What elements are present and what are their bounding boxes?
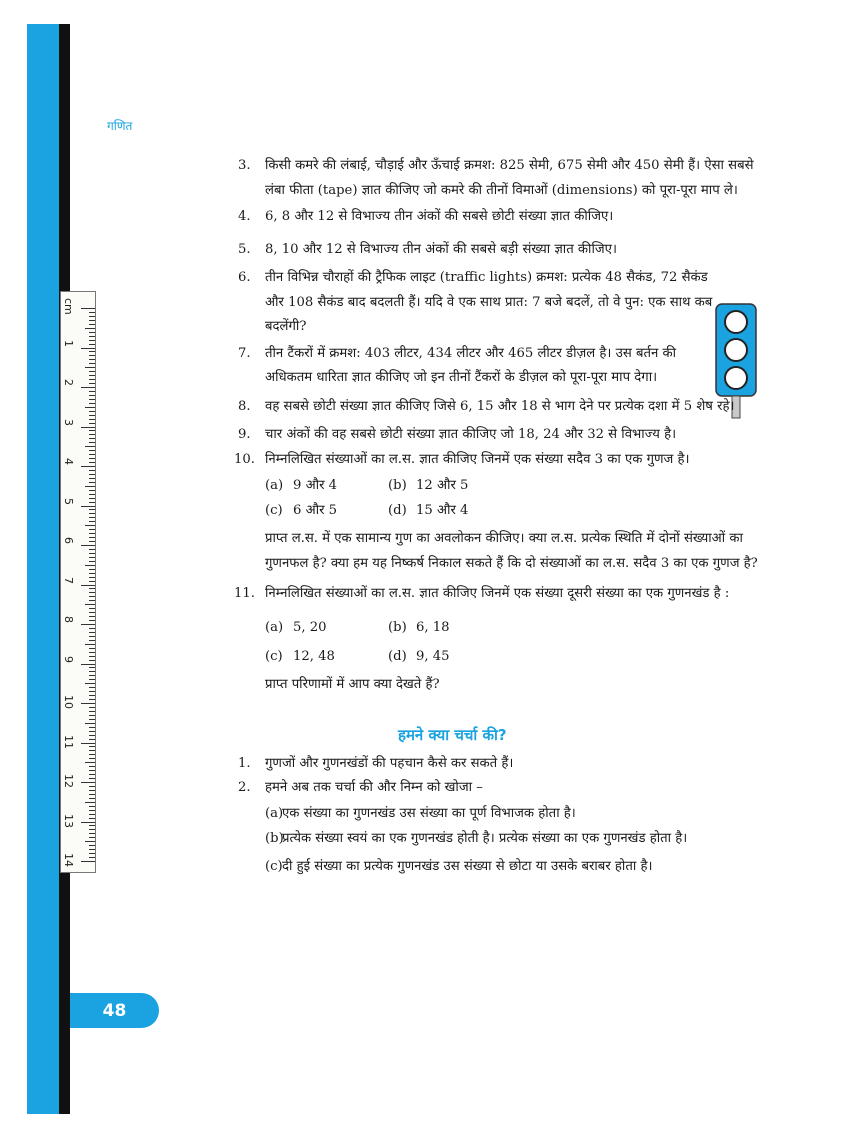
ruler-tick (89, 652, 95, 653)
ruler-tick (89, 533, 95, 534)
ruler-tick (85, 446, 95, 447)
ruler-tick (89, 592, 95, 593)
ruler-tick (89, 612, 95, 613)
subitem-text: प्रत्येक संख्या स्वयं का एक गुणनखंड होती है। प्रत्येक संख्या का एक गुणनखंड होता है। (282, 831, 688, 846)
ruler-tick (89, 667, 95, 668)
option-value: 15 और 4 (416, 502, 469, 518)
ruler-tick (89, 355, 95, 356)
ruler-tick (89, 569, 95, 570)
ruler-tick (89, 438, 95, 439)
ruler-tick (89, 344, 95, 345)
option-label: (c) (265, 502, 283, 518)
ruler-tick (89, 490, 95, 491)
ruler-tick (89, 837, 95, 838)
item-number: 2. (238, 780, 251, 795)
ruler-tick (89, 419, 95, 420)
ruler-tick (81, 782, 95, 783)
ruler-tick (81, 348, 95, 349)
ruler-tick (89, 340, 95, 341)
ruler-tick (89, 442, 95, 443)
ruler-tick (89, 502, 95, 503)
ruler-tick (89, 727, 95, 728)
ruler-tick (89, 707, 95, 708)
question-6 (238, 266, 725, 340)
question-text: वह सबसे छोटी संख्या ज्ञात कीजिए जिसे 6, 15 और 18 से भाग देने पर प्रत्येक दशा में 5 शेष रहे। (265, 398, 735, 414)
ruler-tick (89, 379, 95, 380)
ruler-tick (89, 513, 95, 514)
page-number: 48 (70, 993, 159, 1028)
ruler-tick (89, 351, 95, 352)
ruler-number: 14 (62, 853, 75, 867)
ruler-tick (85, 407, 95, 408)
ruler-tick (85, 604, 95, 605)
ruler-unit: cm (62, 298, 75, 315)
ruler-tick (89, 691, 95, 692)
ruler-tick (85, 644, 95, 645)
ruler-tick (89, 561, 95, 562)
ruler-tick (85, 802, 95, 803)
ruler-tick (85, 525, 95, 526)
ruler-tick (89, 719, 95, 720)
ruler-tick (81, 703, 95, 704)
ruler-tick (89, 371, 95, 372)
ruler-tick (89, 359, 95, 360)
question-text: किसी कमरे की लंबाई, चौड़ाई और ऊँचाई क्रमश: 825 सेमी, 675 सेमी और 450 सेमी हैं। ऐसा सबसे लंबा फीता (tape) ज्ञात कीजिए जो कमरे की तीनों विमाओं (dimensions) को पूरा-पूरा माप ले। (265, 158, 754, 198)
question-text: तीन विभिन्न चौराहों की ट्रैफिक लाइट (traffic lights) क्रमश: प्रत्येक 48 सैकंड, 72 सैकंड और 108 सैकंड बाद बदलती हैं। यदि वे एक साथ प्रात: 7 बजे बदलें, तो वे पुन: एक साथ कब बदलेंगी? (265, 270, 713, 334)
ruler-tick (89, 790, 95, 791)
ruler-tick (81, 624, 95, 625)
option-value: 9, 45 (416, 648, 450, 664)
ruler-tick (89, 336, 95, 337)
ruler-tick (89, 411, 95, 412)
ruler-tick (89, 430, 95, 431)
ruler-tick (89, 845, 95, 846)
ruler-tick (89, 324, 95, 325)
ruler-tick (89, 695, 95, 696)
ruler-tick (89, 320, 95, 321)
q10-followup (238, 527, 768, 576)
ruler-tick (89, 478, 95, 479)
question-5 (238, 238, 768, 263)
ruler-tick (89, 758, 95, 759)
ruler-tick (89, 711, 95, 712)
ruler-number: 4 (62, 458, 75, 465)
ruler-tick (89, 529, 95, 530)
ruler-tick (89, 577, 95, 578)
ruler-tick (81, 585, 95, 586)
ruler-tick (89, 458, 95, 459)
ruler-tick (89, 735, 95, 736)
ruler-number: 9 (62, 655, 75, 663)
ruler-tick (81, 427, 95, 428)
ruler-tick (89, 553, 95, 554)
ruler-number: 2 (62, 379, 75, 386)
question-number: 8. (238, 398, 251, 414)
ruler-number: 7 (62, 576, 75, 584)
ruler-tick (89, 628, 95, 629)
question-3 (238, 154, 768, 203)
ruler-tick (89, 375, 95, 376)
ruler-tick (89, 640, 95, 641)
ruler-tick (81, 664, 95, 665)
q10-options (265, 474, 768, 523)
ruler-number: 3 (62, 418, 75, 426)
ruler-number: 10 (62, 695, 75, 709)
followup-text: प्राप्त परिणामों में आप क्या देखते हैं? (265, 676, 440, 692)
subitem-label: (b) (265, 831, 284, 846)
ruler-tick (89, 806, 95, 807)
option-value: 9 और 4 (293, 478, 338, 493)
ruler-tick (89, 470, 95, 471)
followup-text: प्राप्त ल.स. में एक सामान्य गुण का अवलोकन कीजिए। क्या ल.स. प्रत्येक स्थिति में दोनों संख्याओं का गुणनफल है? क्या हम यह निष्कर्ष निकाल सकते हैं कि दो संख्याओं का ल.स. सदैव 3 का एक गुणज है? (265, 531, 758, 571)
ruler-tick (89, 415, 95, 416)
ruler-tick (89, 549, 95, 550)
question-number: 7. (238, 345, 251, 361)
ruler-tick (85, 762, 95, 763)
ruler-tick (89, 699, 95, 700)
ruler-tick (89, 391, 95, 392)
question-text: चार अंकों की वह सबसे छोटी संख्या ज्ञात कीजिए जो 18, 24 और 32 से विभाज्य है। (265, 427, 677, 442)
ruler-tick (89, 798, 95, 799)
ruler-tick (89, 656, 95, 657)
ruler-number: 12 (62, 774, 75, 788)
ruler-tick (89, 509, 95, 510)
question-number: 3. (238, 158, 251, 173)
subitem-text: एक संख्या का गुणनखंड उस संख्या का पूर्ण विभाजक होता है। (282, 805, 576, 821)
option-value: 5, 20 (293, 619, 327, 635)
ruler-tick (81, 387, 95, 388)
item-text: हमने अब तक चर्चा की और निम्न को खोजा – (265, 780, 483, 795)
ruler-number: 5 (62, 497, 75, 505)
ruler-tick (89, 739, 95, 740)
ruler-tick (89, 750, 95, 751)
ruler-tick (89, 616, 95, 617)
question-number: 10. (234, 451, 255, 467)
question-text: निम्नलिखित संख्याओं का ल.स. ज्ञात कीजिए जिनमें एक संख्या दूसरी संख्या का एक गुणनखंड है : (265, 586, 730, 601)
ruler-tick (89, 403, 95, 404)
option-label: (a) (265, 619, 284, 635)
ruler-tick (89, 675, 95, 676)
question-number: 4. (238, 209, 251, 224)
ruler-tick (89, 537, 95, 538)
ruler-tick (89, 462, 95, 463)
question-number: 5. (238, 241, 251, 257)
question-number: 11. (234, 586, 255, 601)
summary-item-1 (238, 752, 768, 777)
ruler-tick (85, 565, 95, 566)
summary-subitem-b (238, 827, 768, 852)
ruler-tick (89, 810, 95, 811)
ruler-number: 8 (62, 616, 75, 623)
q11-options (265, 613, 768, 671)
ruler-tick (81, 308, 95, 309)
ruler-tick (89, 818, 95, 819)
option-value: 12, 48 (293, 648, 335, 664)
item-text: गुणजों और गुणनखंडों की पहचान कैसे कर सकते हैं। (265, 755, 514, 771)
question-11 (234, 582, 768, 607)
ruler-tick (81, 545, 95, 546)
question-text: 8, 10 और 12 से विभाज्य तीन अंकों की सबसे बड़ी संख्या ज्ञात कीजिए। (265, 241, 617, 257)
ruler-tick (89, 474, 95, 475)
question-8 (238, 395, 768, 420)
ruler-tick (89, 541, 95, 542)
ruler-tick (89, 450, 95, 451)
ruler-tick (89, 600, 95, 601)
option-label: (c) (265, 648, 283, 664)
summary-subitem-a (238, 802, 768, 827)
ruler-tick (89, 857, 95, 858)
ruler-tick (89, 316, 95, 317)
ruler-tick (89, 715, 95, 716)
page-margin-band (27, 24, 59, 1114)
question-number: 9. (238, 427, 251, 442)
ruler-tick (89, 498, 95, 499)
ruler-tick (89, 731, 95, 732)
ruler-tick (89, 383, 95, 384)
ruler-tick (85, 683, 95, 684)
ruler-number: 11 (62, 734, 75, 749)
q11-followup (238, 673, 768, 698)
ruler-number: 13 (62, 813, 75, 828)
subitem-label: (a) (265, 805, 284, 821)
ruler-tick (81, 822, 95, 823)
ruler-tick (89, 786, 95, 787)
ruler-tick (89, 521, 95, 522)
ruler-tick (85, 841, 95, 842)
ruler-tick (89, 849, 95, 850)
ruler-tick (89, 494, 95, 495)
ruler-tick (89, 754, 95, 755)
ruler-tick (89, 399, 95, 400)
ruler-tick (89, 766, 95, 767)
ruler-tick (89, 596, 95, 597)
ruler-tick (89, 770, 95, 771)
ruler-tick (89, 482, 95, 483)
question-4 (238, 205, 768, 230)
ruler-tick (89, 454, 95, 455)
ruler-tick (89, 332, 95, 333)
summary-item-2 (238, 776, 768, 801)
ruler-tick (81, 743, 95, 744)
ruler-tick (89, 687, 95, 688)
ruler-tick (89, 588, 95, 589)
ruler-tick (89, 660, 95, 661)
ruler-tick (89, 312, 95, 313)
question-7 (238, 342, 725, 391)
ruler-tick (85, 328, 95, 329)
ruler-tick (89, 853, 95, 854)
ruler-tick (89, 671, 95, 672)
ruler-tick (89, 434, 95, 435)
subject-header: गणित (107, 119, 133, 133)
ruler-tick (85, 486, 95, 487)
ruler-tick (89, 746, 95, 747)
question-text: निम्नलिखित संख्याओं का ल.स. ज्ञात कीजिए जिनमें एक संख्या सदैव 3 का एक गुणज है। (265, 451, 690, 467)
ruler-tick (89, 778, 95, 779)
option-label: (b) (388, 478, 407, 493)
ruler-tick (89, 814, 95, 815)
exercise-content (234, 154, 768, 879)
subitem-label: (c) (265, 858, 283, 874)
ruler-tick (89, 648, 95, 649)
ruler-tick (81, 466, 95, 467)
ruler-tick (89, 774, 95, 775)
option-label: (d) (388, 502, 407, 518)
ruler-tick (89, 679, 95, 680)
ruler-number: 1 (62, 339, 75, 347)
question-number: 6. (238, 270, 251, 285)
question-text: तीन टैंकरों में क्रमश: 403 लीटर, 434 लीटर और 465 लीटर डीज़ल है। उस बर्तन की अधिकतम धारिता ज्ञात कीजिए जो इन तीनों टैंकरों के डीज़ल को पूरा-पूरा माप देगा। (265, 345, 677, 385)
ruler-tick (89, 829, 95, 830)
ruler-tick (89, 423, 95, 424)
ruler-tick (81, 861, 95, 862)
ruler-tick (89, 557, 95, 558)
ruler-tick (89, 636, 95, 637)
ruler-tick (89, 608, 95, 609)
ruler-tick (89, 620, 95, 621)
ruler-tick (89, 573, 95, 574)
summary-subitem-c (238, 855, 768, 880)
question-10 (234, 448, 768, 473)
question-9 (238, 423, 768, 448)
item-number: 1. (238, 755, 251, 771)
ruler-tick (81, 506, 95, 507)
subitem-text: दी हुई संख्या का प्रत्येक गुणनखंड उस संख्या से छोटा या उसके बराबर होता है। (282, 858, 653, 874)
ruler-tick (89, 632, 95, 633)
ruler-tick (85, 723, 95, 724)
ruler-tick (85, 367, 95, 368)
ruler-tick (89, 581, 95, 582)
ruler-illustration (60, 291, 96, 873)
ruler-tick (89, 833, 95, 834)
ruler-tick (89, 794, 95, 795)
option-value: 6 और 5 (293, 502, 338, 518)
option-value: 12 और 5 (416, 478, 469, 493)
ruler-tick (89, 363, 95, 364)
option-label: (b) (388, 619, 407, 635)
section-heading: हमने क्या चर्चा की? (398, 726, 507, 744)
option-label: (d) (388, 648, 407, 664)
ruler-number: 6 (62, 537, 75, 544)
option-label: (a) (265, 478, 284, 493)
option-value: 6, 18 (416, 619, 450, 635)
ruler-tick (89, 395, 95, 396)
question-text: 6, 8 और 12 से विभाज्य तीन अंकों की सबसे छोटी संख्या ज्ञात कीजिए। (265, 209, 614, 224)
ruler-tick (89, 517, 95, 518)
ruler-tick (89, 825, 95, 826)
